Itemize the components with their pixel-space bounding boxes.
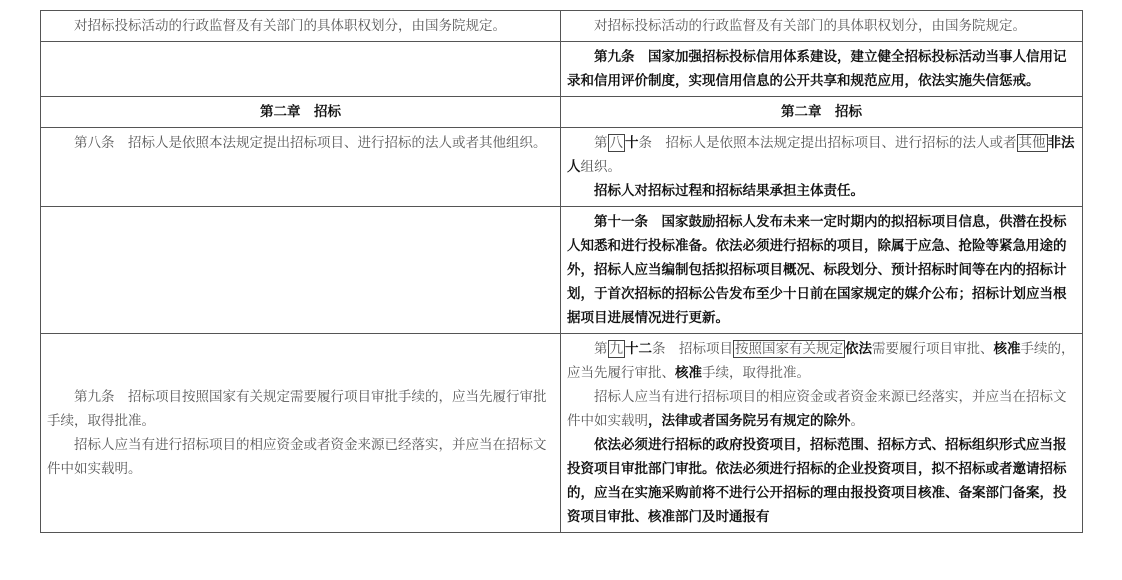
clause-text: 招标人应当有进行招标项目的相应资金或者资金来源已经落实，并应当在招标文件中如实载明。 (47, 437, 547, 477)
deleted-text-box: 按照国家有关规定 (735, 341, 843, 357)
clause-text: 对招标投标活动的行政监督及有关部门的具体职权划分，由国务院规定。 (594, 18, 1026, 34)
chapter-heading-left: 第二章 招标 (41, 97, 561, 128)
chapter-heading-right: 第二章 招标 (561, 97, 1083, 128)
right-cell (561, 42, 1083, 97)
right-cell (561, 334, 1083, 533)
table-row (41, 334, 1083, 533)
added-text: 非法人 (567, 135, 1075, 175)
clause-text: 第 八 十条 招标人是依照本法规定提出招标项目、进行招标的法人或者 其他 非法人组织。 (567, 135, 1075, 175)
comparison-table (40, 10, 1083, 533)
clause-text: 第九条 国家加强招标投标信用体系建设，建立健全招标投标活动当事人信用记录和信用评价制度，实现信用信息的公开共享和规范应用，依法实施失信惩戒。 (567, 49, 1067, 89)
left-cell (41, 128, 561, 207)
clause-text: 第十一条 国家鼓励招标人发布未来一定时期内的拟招标项目信息，供潜在投标人知悉和进行投标准备。依法必须进行招标的项目，除属于应急、抢险等紧急用途的外，招标人应当编制包括拟招标项目概况、标段划分、预计招标时间等在内的招标计划，于首次招标的招标公告发布至少十日前在国家规定的媒介公布；招标计划应当根据项目进展情况进行更新。 (567, 214, 1067, 326)
left-cell (41, 11, 561, 42)
right-cell (561, 207, 1083, 334)
clause-text-added: 招标人对招标过程和招标结果承担主体责任。 (594, 183, 864, 199)
deleted-text-box: 八 (609, 135, 623, 151)
clause-text: 招标人应当有进行招标项目的相应资金或者资金来源已经落实，并应当在招标文件中如实载明，法律或者国务院另有规定的除外。 (567, 389, 1067, 429)
clause-text: 第八条 招标人是依照本法规定提出招标项目、进行招标的法人或者其他组织。 (74, 135, 547, 151)
deleted-text-box: 九 (609, 341, 623, 357)
added-text: 核准 (675, 365, 702, 381)
right-cell (561, 11, 1083, 42)
clause-text: 第 九 十二条 招标项目 按照国家有关规定 依法需要履行项目审批、核准手续的，应当先履行审批、核准手续，取得批准。 (567, 341, 1075, 381)
deleted-text-box: 其他 (1018, 135, 1046, 151)
added-text: 十二 (625, 341, 652, 357)
table-row (41, 207, 1083, 334)
left-cell-empty (41, 207, 561, 334)
clause-text-added: 依法必须进行招标的政府投资项目，招标范围、招标方式、招标组织形式应当报投资项目审批部门审批。依法必须进行招标的企业投资项目，拟不招标或者邀请招标的，应当在实施采购前将不进行公开招标的理由报投资项目核准、备案部门备案，投资项目审批、核准部门及时通报有 (567, 437, 1067, 525)
right-cell (561, 128, 1083, 207)
added-text: 核准 (993, 341, 1021, 357)
added-text: 十 (625, 135, 639, 151)
table-row (41, 11, 1083, 42)
clause-text: 第九条 招标项目按照国家有关规定需要履行项目审批手续的，应当先履行审批手续，取得批准。 (47, 389, 547, 429)
clause-text: 对招标投标活动的行政监督及有关部门的具体职权划分，由国务院规定。 (74, 18, 506, 34)
left-cell (41, 334, 561, 533)
left-cell-empty (41, 42, 561, 97)
chapter-heading-row (41, 97, 1083, 128)
added-text: ，法律或者国务院另有规定的除外 (648, 413, 851, 429)
table-row (41, 128, 1083, 207)
added-text: 依法 (845, 341, 872, 357)
table-row (41, 42, 1083, 97)
